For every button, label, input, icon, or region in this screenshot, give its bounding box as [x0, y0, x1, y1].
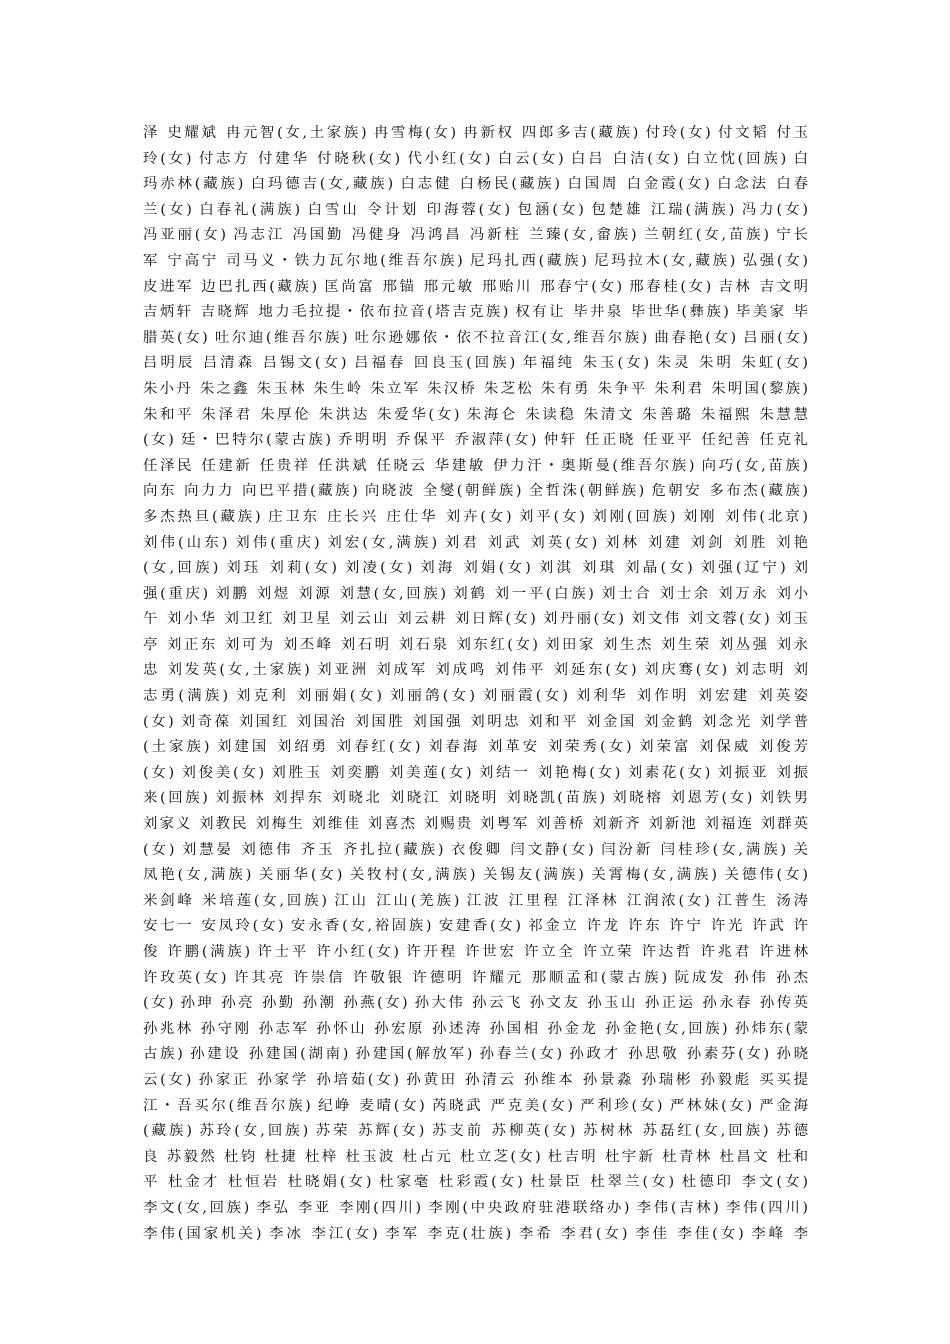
text-line: 泽 史耀斌 冉元智(女,土家族) 冉雪梅(女) 冉新权 四郎多吉(藏族) 付玲(女) 付文韬 付玉: [143, 125, 808, 141]
text-line: (女) 刘慧晏 刘德伟 齐玉 齐扎拉(藏族) 衣俊卿 闫文静(女) 闫汾新 闫桂珍(女,满族) 关: [143, 841, 808, 858]
text-line: 玛赤林(藏族) 白玛德吉(女,藏族) 白志健 白杨民(藏族) 白国周 白金霞(女) 白念法 白春: [143, 176, 808, 193]
text-line: (女) 廷・巴特尔(蒙古族) 乔明明 乔保平 乔淑萍(女) 仲轩 任正晓 任亚平 任纪善 任克礼: [143, 432, 808, 449]
text-line: 平 杜金才 杜恒岩 杜晓娟(女) 杜家毫 杜彩霞(女) 杜景臣 杜翠兰(女) 杜德印 李文(女): [143, 1174, 808, 1191]
text-line: 皮进军 边巴扎西(藏族) 匡尚富 邢锚 邢元敏 邢贻川 邢春宁(女) 邢春桂(女) 吉林 吉文明: [143, 278, 808, 295]
text-line: 亭 刘正东 刘可为 刘丕峰 刘石明 刘石泉 刘东红(女) 刘田家 刘生杰 刘生荣 刘丛强 刘永: [143, 636, 808, 653]
text-line: 午 刘小华 刘卫红 刘卫星 刘云山 刘云耕 刘日辉(女) 刘丹丽(女) 刘文伟 刘文蓉(女) 刘玉: [143, 611, 808, 628]
text-line: 李伟(国家机关) 李冰 李江(女) 李军 李克(壮族) 李希 李君(女) 李佳 李佳(女) 李峰 李: [143, 1225, 808, 1242]
text-line: 军 宁高宁 司马义・铁力瓦尔地(维吾尔族) 尼玛扎西(藏族) 尼玛拉木(女,藏族) 弘强(女): [143, 252, 808, 269]
document-page: [143, 121, 808, 1247]
text-line: 古族) 孙建设 孙建国(湖南) 孙建国(解放军) 孙春兰(女) 孙政才 孙思敬 孙素芬(女) 孙晓: [143, 1046, 808, 1063]
text-line: 腊英(女) 吐尔迪(维吾尔族) 吐尔逊娜依・依不拉音江(女,维吾尔族) 曲春艳(女) 吕丽(女): [143, 329, 808, 346]
text-line: (女,回族) 刘珏 刘莉(女) 刘凌(女) 刘海 刘娟(女) 刘淇 刘琪 刘晶(女) 刘强(辽宁) 刘: [143, 560, 808, 577]
text-line: 江・吾买尔(维吾尔族) 纪峥 麦晴(女) 芮晓武 严克美(女) 严利珍(女) 严林妹(女) 严金海: [143, 1097, 808, 1114]
text-line: 多杰热旦(藏族) 庄卫东 庄长兴 庄仕华 刘卉(女) 刘平(女) 刘刚(回族) 刘刚 刘伟(北京): [143, 508, 808, 525]
text-line: (土家族) 刘建国 刘绍勇 刘春红(女) 刘春海 刘革安 刘荣秀(女) 刘荣富 刘保威 刘俊芳: [143, 739, 808, 756]
text-line: 许玫英(女) 许其亮 许崇信 许敬银 许德明 许耀元 那顺孟和(蒙古族) 阮成发 孙伟 孙杰: [143, 969, 808, 986]
text-line: 强(重庆) 刘鹏 刘煜 刘源 刘慧(女,回族) 刘鹤 刘一平(白族) 刘士合 刘士余 刘万永 刘小: [143, 585, 808, 602]
text-line: 玲(女) 付志方 付建华 付晓秋(女) 代小红(女) 白云(女) 白吕 白洁(女) 白立忱(回族) 白: [143, 150, 808, 167]
text-line: (藏族) 苏玲(女,回族) 苏荣 苏辉(女) 苏支前 苏柳英(女) 苏树林 苏磊红(女,回族) 苏德: [143, 1123, 808, 1140]
text-line: 俊 许鹏(满族) 许士平 许小红(女) 许开程 许世宏 许立全 许立荣 许达哲 许兆君 许进林: [143, 944, 808, 960]
text-line: 朱和平 朱泽君 朱厚伦 朱洪达 朱爱华(女) 朱海仑 朱读稳 朱清文 朱善璐 朱福熙 朱慧慧: [143, 406, 808, 423]
text-line: 良 苏毅然 杜钧 杜捷 杜梓 杜玉波 杜占元 杜立芝(女) 杜吉明 杜宇新 杜青林 杜昌文 杜和: [143, 1148, 808, 1165]
text-line: 孙兆林 孙守刚 孙志军 孙怀山 孙宏原 孙述涛 孙国相 孙金龙 孙金艳(女,回族) 孙炜东(蒙: [143, 1020, 808, 1037]
text-line: 凤艳(女,满族) 关丽华(女) 关牧村(女,满族) 关锡友(满族) 关霄梅(女,满族) 关德伟(女): [143, 867, 808, 884]
text-line: (女) 刘奇葆 刘国红 刘国治 刘国胜 刘国强 刘明忠 刘和平 刘金国 刘金鹤 刘念光 刘学普: [143, 713, 808, 730]
text-line: (女) 刘俊美(女) 刘胜玉 刘奕鹏 刘美莲(女) 刘结一 刘艳梅(女) 刘素花(女) 刘振亚 刘振: [143, 764, 808, 781]
text-line: 刘伟(山东) 刘伟(重庆) 刘宏(女,满族) 刘君 刘武 刘英(女) 刘林 刘建 刘剑 刘胜 刘艳: [143, 534, 808, 551]
text-line: 吉炳轩 吉晓辉 地力毛拉提・依布拉音(塔吉克族) 权有让 毕井泉 毕世华(彝族) 毕美家 毕: [143, 304, 808, 321]
text-line: 任泽民 任建新 任贵祥 任洪斌 任晓云 华建敏 伊力汗・奥斯曼(维吾尔族) 向巧(女,苗族): [143, 457, 808, 474]
text-line: 吕明辰 吕清森 吕锡文(女) 吕福春 回良玉(回族) 年福纯 朱玉(女) 朱灵 朱明 朱虹(女): [143, 355, 808, 372]
text-line: 来(回族) 刘振林 刘捍东 刘晓北 刘晓江 刘晓明 刘晓凯(苗族) 刘晓榕 刘恩芳(女) 刘铁男: [143, 790, 808, 807]
text-line: 李文(女,回族) 李弘 李亚 李刚(四川) 李刚(中央政府驻港联络办) 李伟(吉林) 李伟(四川): [143, 1199, 808, 1216]
text-line: 向东 向力力 向巴平措(藏族) 向晓波 全燮(朝鲜族) 全哲洙(朝鲜族) 危朝安 多布杰(藏族): [143, 483, 808, 500]
text-line: 刘家义 刘教民 刘梅生 刘维佳 刘喜杰 刘赐贵 刘粤军 刘善桥 刘新齐 刘新池 刘福连 刘群英: [143, 816, 808, 833]
text-line: 忠 刘发英(女,土家族) 刘亚洲 刘成军 刘成鸣 刘伟平 刘延东(女) 刘庆骞(女) 刘志明 刘: [143, 662, 808, 679]
text-line: (女) 孙珅 孙亮 孙勤 孙潮 孙燕(女) 孙大伟 孙云飞 孙文友 孙玉山 孙正运 孙永春 孙传英: [143, 995, 808, 1012]
text-line: 朱小丹 朱之鑫 朱玉林 朱生岭 朱立军 朱汉桥 朱芝松 朱有勇 朱争平 朱利君 朱明国(黎族): [143, 380, 808, 397]
text-line: 冯亚丽(女) 冯志江 冯国勤 冯健身 冯鸿昌 冯新柱 兰臻(女,畲族) 兰朝红(女,苗族) 宁长: [143, 227, 808, 244]
text-line: 云(女) 孙家正 孙家学 孙培茹(女) 孙黄田 孙清云 孙维本 孙景淼 孙瑞彬 孙毅彪 买买提: [143, 1071, 808, 1088]
text-line: 米剑峰 米培莲(女,回族) 江山 江山(羌族) 江波 江里程 江泽林 江润浓(女) 江普生 汤涛: [143, 892, 808, 909]
text-line: 安七一 安凤玲(女) 安永香(女,裕固族) 安建香(女) 祁金立 许龙 许东 许宁 许光 许武 许: [143, 918, 808, 935]
text-line: 兰(女) 白春礼(满族) 白雪山 令计划 印海蓉(女) 包涵(女) 包楚雄 江瑞(满族) 冯力(女): [143, 201, 808, 218]
text-line: 志勇(满族) 刘克利 刘丽娟(女) 刘丽鸽(女) 刘丽霞(女) 刘利华 刘作明 刘宏建 刘英姿: [143, 688, 808, 705]
